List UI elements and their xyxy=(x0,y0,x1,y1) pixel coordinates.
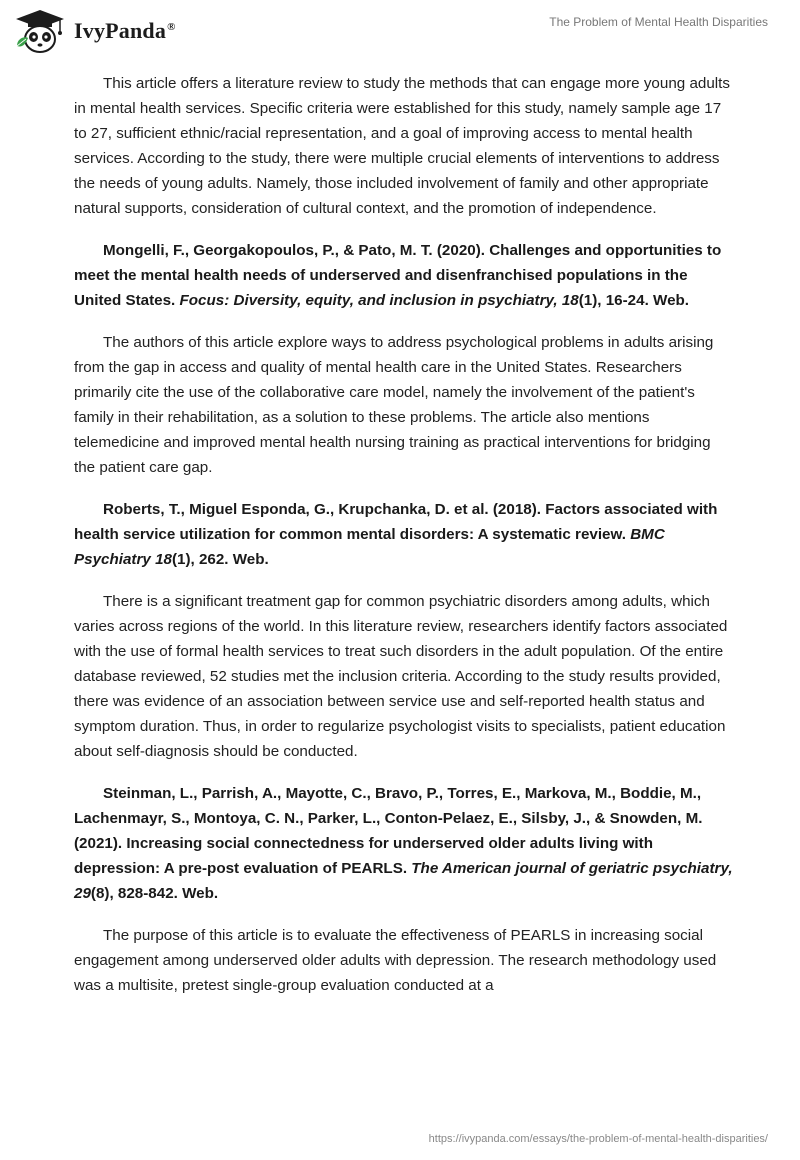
page-header xyxy=(0,0,800,60)
reference-entry xyxy=(74,497,734,572)
reference-volume: 29 xyxy=(74,885,91,902)
reference-pages: (1), 262. Web. xyxy=(171,551,269,568)
ivypanda-logo[interactable] xyxy=(14,8,176,54)
reference-entry xyxy=(74,781,734,906)
paragraph: This article offers a literature review to study the methods that can engage more young adults in mental health services. Specific criteria were established for this study, namely sample age 17 to 27, sufficient ethnic/racial representation, and a goal of improving access to mental health services. According to the study, there were multiple crucial elements of interventions to address the needs of young adults. Namely, those included involvement of family and other appropriate natural supports, consideration of cultural context, and the promotion of independence. xyxy=(74,75,730,217)
paragraph: There is a significant treatment gap for common psychiatric disorders among adults, which varies across regions of the world. In this literature review, researchers identify factors associated with the use of formal health services to treat such disorders in the adult population. Of the entire database reviewed, 52 studies met the inclusion criteria. According to the study results provided, there was evidence of an association between service use and self-reported health status and symptom duration. Thus, in order to regularize psychologist visits to specialists, patient education about self-diagnosis should be conducted. xyxy=(74,593,728,760)
reference-volume: 18 xyxy=(561,292,579,309)
reference-journal: Focus: Diversity, equity, and inclusion in psychiatry, xyxy=(179,292,562,309)
reference-journal: The American journal of geriatric psychiatry, xyxy=(411,860,733,877)
panda-graduate-icon xyxy=(14,8,66,54)
paragraph: The authors of this article explore ways to address psychological problems in adults arising from the gap in access and quality of mental health care in the United States. Researchers primarily cite the use of the collaborative care model, namely the involvement of the patient's family in their rehabilitation, as a solution to these problems. The article also mentions telemedicine and improved mental health nursing training as practical interventions for bridging the patient care gap. xyxy=(74,334,714,476)
source-url[interactable]: https://ivypanda.com/essays/the-problem-of-mental-health-disparities/ xyxy=(428,1133,768,1145)
reference-volume: 18 xyxy=(155,551,172,568)
reference-authors-title: Steinman, L., Parrish, A., Mayotte, C., Bravo, P., Torres, E., Markova, M., Boddie, M., Lachenmayr, S., Montoya, C. N., Parker, L., Conton-Pelaez, E., Silsby, J., & Snowden, M. (2021). Increasing social connectedness for underserved older adults living with depression: A pre-post evaluation of PEARLS. xyxy=(74,785,703,877)
reference-journal: BMC Psychiatry xyxy=(74,526,665,568)
document-title: The Problem of Mental Health Disparities xyxy=(549,15,768,29)
reference-pages: (1), 16-24. Web. xyxy=(578,292,690,309)
reference-entry xyxy=(74,238,734,313)
reference-authors-title: Mongelli, F., Georgakopoulos, P., & Pato, M. T. (2020). Challenges and opportunities to meet the mental health needs of underserved and disenfranchised populations in the United States. xyxy=(74,242,722,309)
paragraph: The purpose of this article is to evaluate the effectiveness of PEARLS in increasing social engagement among underserved older adults with depression. The research methodology used was a multisite, pretest single-group evaluation conducted at a xyxy=(74,927,717,994)
reference-pages: (8), 828-842. Web. xyxy=(90,885,219,902)
brand-name: IvyPanda® xyxy=(74,18,176,43)
registered-mark: ® xyxy=(167,20,176,33)
essay-content xyxy=(74,71,734,1015)
reference-authors-title: Roberts, T., Miguel Esponda, G., Krupchanka, D. et al. (2018). Factors associated with health service utilization for common mental disorders: A systematic review. xyxy=(74,501,718,543)
